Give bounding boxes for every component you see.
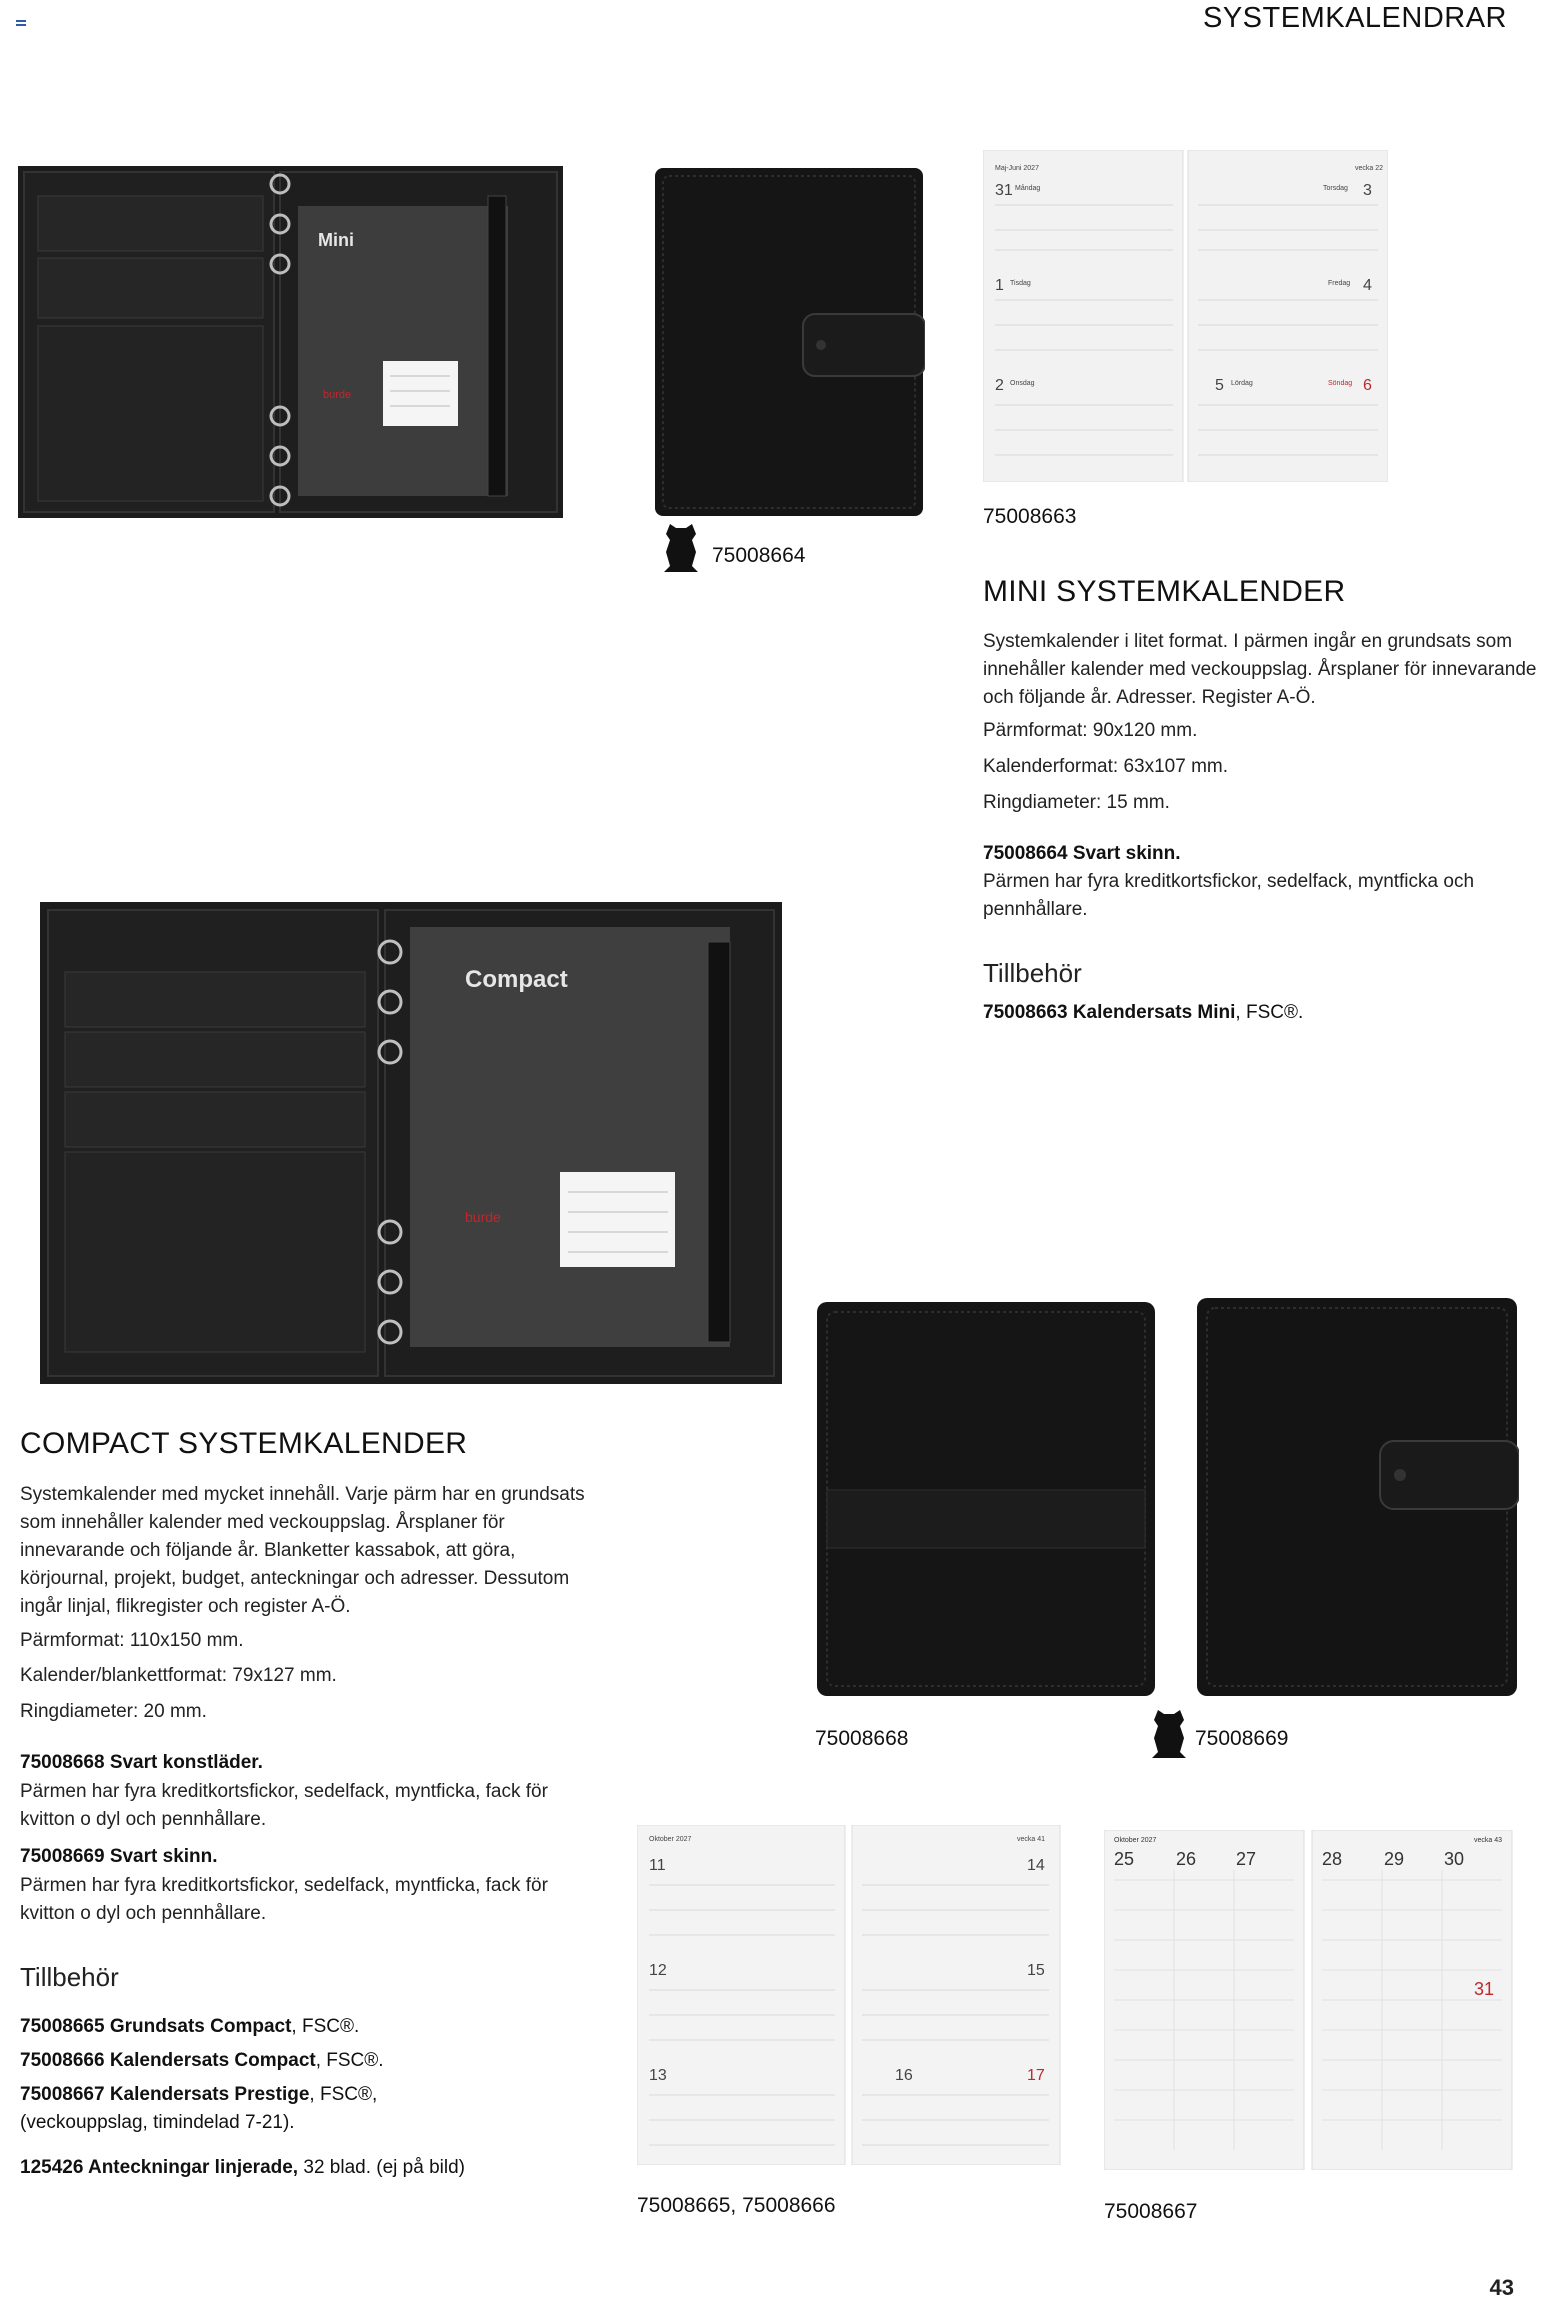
mini-open-binder-image: [18, 166, 563, 518]
compact-konstlader-sku: 75008668: [815, 1727, 909, 1750]
mini-binder-sku: 75008664: [712, 544, 806, 567]
compact-description: Systemkalender med mycket innehåll. Varje pärm har en grundsats som innehåller kalender med veckouppslag. Årsplaner för innevarande och följande år. Blanketter kassabok, att göra, körjournal, projekt, budget, anteckningar och adresser. Dessutom ingår linjal, flikregister och register A-Ö.: [20, 1484, 585, 1617]
svg-text:burde: burde: [323, 389, 352, 401]
compact-calendar-refill-image: [637, 1825, 1062, 2165]
compact-variant1-title: 75008668 Svart konstläder.: [20, 1752, 263, 1773]
mini-refill-sku: 75008663: [983, 505, 1077, 528]
svg-text:Lördag: Lördag: [1231, 380, 1253, 387]
compact-accessory-item-note: (veckouppslag, timindelad 7-21).: [20, 2112, 295, 2133]
svg-text:31: 31: [1474, 1979, 1495, 1999]
mini-binder-label: Mini: [318, 230, 354, 250]
svg-text:14: 14: [1027, 1857, 1045, 1874]
mini-description: Systemkalender i litet format. I pärmen ingår en grundsats som innehåller kalender med veckouppslag. Årsplaner för innevarande och följande år. Adresser. Register A-Ö.: [983, 631, 1537, 708]
compact-accessory-item: 125426 Anteckningar linjerade, 32 blad. (ej på bild): [20, 2157, 465, 2178]
svg-text:Fredag: Fredag: [1328, 280, 1351, 287]
compact-variant2-title: 75008669 Svart skinn.: [20, 1846, 218, 1867]
svg-text:vecka 22: vecka 22: [1355, 165, 1384, 172]
svg-text:16: 16: [895, 2067, 913, 2084]
compact-open-binder-image: [40, 902, 782, 1384]
compact-refills-sku: 75008665, 75008666: [637, 2194, 836, 2217]
svg-text:2: 2: [995, 377, 1004, 394]
compact-variant1-description: Pärmen har fyra kreditkortsfickor, sedelfack, myntficka, fack för kvitton o dyl och pennhållare.: [20, 1781, 548, 1830]
svg-text:Onsdag: Onsdag: [1010, 380, 1035, 387]
svg-text:Torsdag: Torsdag: [1323, 185, 1348, 192]
svg-text:Oktober 2027: Oktober 2027: [1114, 1837, 1157, 1844]
svg-text:Måndag: Måndag: [1015, 185, 1041, 192]
svg-text:6: 6: [1363, 377, 1372, 394]
mini-heading: MINI SYSTEMKALENDER: [983, 575, 1346, 608]
compact-heading: COMPACT SYSTEMKALENDER: [20, 1427, 468, 1460]
svg-text:11: 11: [649, 1857, 666, 1874]
svg-text:29: 29: [1384, 1849, 1405, 1869]
svg-text:26: 26: [1176, 1849, 1197, 1869]
svg-text:13: 13: [649, 2067, 667, 2084]
mini-calendar-refill-image: [983, 150, 1388, 482]
svg-text:31: 31: [995, 182, 1013, 199]
svg-text:27: 27: [1236, 1849, 1257, 1869]
mini-closed-binder-image: [653, 166, 925, 518]
mini-spec-calendar: Kalenderformat: 63x107 mm.: [983, 756, 1229, 777]
svg-text:vecka 41: vecka 41: [1017, 1836, 1046, 1843]
compact-konstlader-binder-image: [815, 1300, 1157, 1698]
svg-text:Maj-Juni 2027: Maj-Juni 2027: [995, 165, 1039, 172]
svg-text:28: 28: [1322, 1849, 1343, 1869]
mini-accessory-item: 75008663 Kalendersats Mini, FSC®.: [983, 1002, 1304, 1023]
prestige-refill-sku: 75008667: [1104, 2200, 1198, 2223]
page-number: 43: [1489, 2275, 1514, 2300]
brand-logo-mark: [16, 20, 26, 28]
svg-text:30: 30: [1444, 1849, 1465, 1869]
svg-text:12: 12: [649, 1962, 667, 1979]
svg-text:Tisdag: Tisdag: [1010, 280, 1031, 287]
mini-variant-title: 75008664 Svart skinn.: [983, 843, 1181, 864]
svg-text:17: 17: [1027, 2067, 1045, 2084]
compact-binder-label: Compact: [465, 966, 568, 993]
svg-text:15: 15: [1027, 1962, 1045, 1979]
svg-text:4: 4: [1363, 277, 1372, 294]
svg-text:1: 1: [995, 277, 1004, 294]
prestige-calendar-refill-image: [1104, 1830, 1514, 2170]
page-section-title: SYSTEMKALENDRAR: [1202, 2, 1507, 34]
compact-accessory-item: 75008665 Grundsats Compact, FSC®.: [20, 2016, 360, 2037]
leather-icon: [662, 522, 700, 574]
svg-text:5: 5: [1215, 377, 1224, 394]
compact-variant2-description: Pärmen har fyra kreditkortsfickor, sedelfack, myntficka, fack för kvitton o dyl och pennhållare.: [20, 1875, 548, 1924]
mini-spec-format: Pärmformat: 90x120 mm.: [983, 720, 1198, 741]
compact-spec-ring: Ringdiameter: 20 mm.: [20, 1701, 207, 1722]
svg-text:Söndag: Söndag: [1328, 380, 1353, 387]
svg-text:vecka 43: vecka 43: [1474, 1837, 1503, 1844]
compact-accessory-item: 75008666 Kalendersats Compact, FSC®.: [20, 2050, 384, 2071]
svg-text:3: 3: [1363, 182, 1372, 199]
mini-spec-ring: Ringdiameter: 15 mm.: [983, 792, 1170, 813]
leather-icon: [1150, 1708, 1188, 1760]
mini-accessories-title: Tillbehör: [983, 958, 1082, 988]
compact-spec-format: Pärmformat: 110x150 mm.: [20, 1630, 244, 1651]
compact-skinn-sku: 75008669: [1195, 1727, 1289, 1750]
mini-variant-description: Pärmen har fyra kreditkortsfickor, sedelfack, myntficka och pennhållare.: [983, 871, 1475, 920]
svg-text:burde: burde: [465, 1209, 501, 1225]
compact-accessories-title: Tillbehör: [20, 1962, 119, 1992]
compact-skinn-binder-image: [1195, 1296, 1519, 1698]
svg-text:Oktober 2027: Oktober 2027: [649, 1836, 692, 1843]
compact-spec-calendar: Kalender/blankettformat: 79x127 mm.: [20, 1665, 337, 1686]
svg-text:25: 25: [1114, 1849, 1135, 1869]
compact-accessory-item: 75008667 Kalendersats Prestige, FSC®,: [20, 2084, 378, 2105]
